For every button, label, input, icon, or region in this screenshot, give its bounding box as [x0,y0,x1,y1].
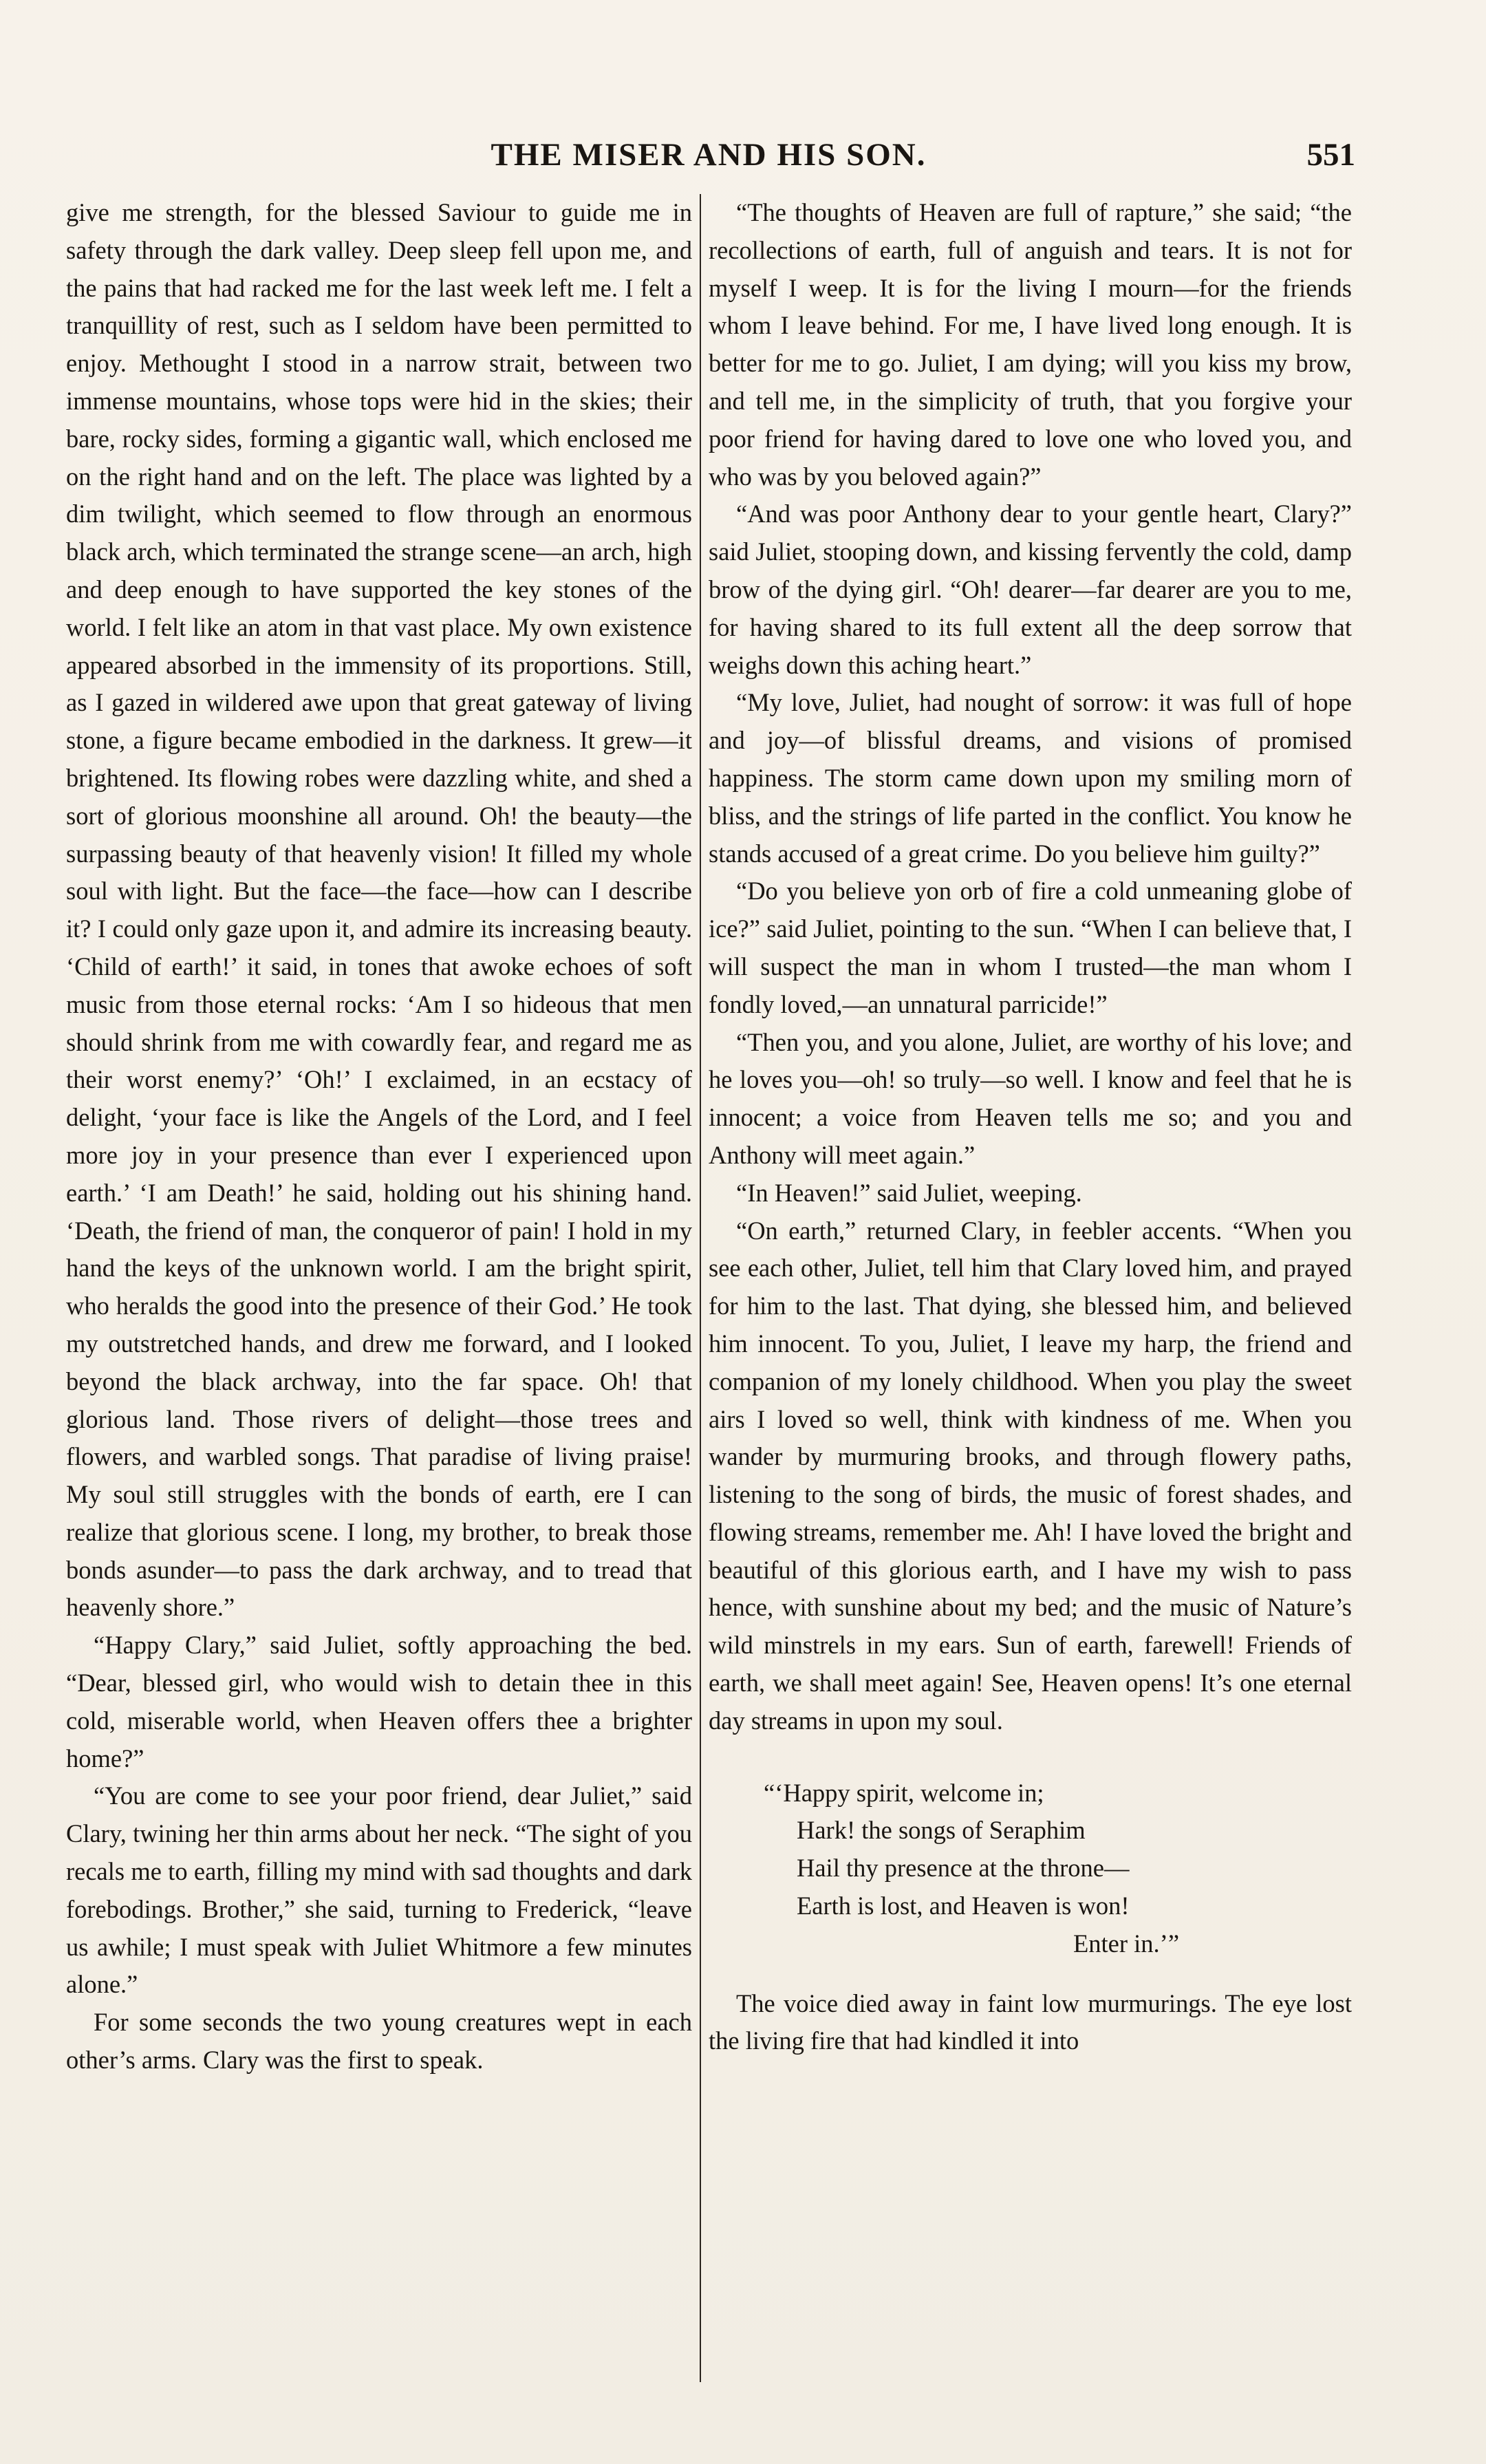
paragraph: “And was poor Anthony dear to your gentle heart, Clary?” said Juliet, stooping down, and kissing fervently the cold, damp brow of the dying girl. “Oh! dearer—far dearer are you to me, for having shared to its full extent all the deep sorrow that weighs down this aching heart.” [709,500,1352,679]
running-title: THE MISER AND HIS SON. [491,137,927,173]
paragraph: For some seconds the two young creatures wept in each other’s arms. Clary was the first to speak. [66,2008,692,2075]
page-header [62,131,1355,186]
paragraph: give me strength, for the blessed Saviour to guide me in safety through the dark valley. Deep sleep fell upon me, and the pains that had racked me for the last week left me. I felt a tranquillity of rest, such as I seldom have been permitted to enjoy. Methought I stood in a narrow strait, between two immense mountains, whose tops were hid in the skies; their bare, rocky sides, forming a gigantic wall, which enclosed me on the right hand and on the left. The place was lighted by a dim twilight, which seemed to flow through an enormous black arch, which terminated the strange scene—an arch, high and deep enough to have supported the key stones of the world. I felt like an atom in that vast place. My own existence appeared absorbed in the immensity of its proportions. Still, as I gazed in wildered awe upon that great gateway of living stone, a figure became embodied in the darkness. It grew—it brightened. Its flowing robes were dazzling white, and shed a sort of glorious moonshine all around. Oh! the beauty—the surpassing beauty of that heavenly vision! It filled my whole soul with light. But the face—the face—how can I describe it? I could only gaze upon it, and admire its increasing beauty. ‘Child of earth!’ it said, in tones that awoke echoes of soft music from those eternal rocks: ‘Am I so hideous that men should shrink from me with cowardly fear, and regard me as their worst enemy?’ ‘Oh!’ I exclaimed, in an ecstacy of delight, ‘your face is like the Angels of the Lord, and I feel more joy in your presence than ever I experienced upon earth.’ ‘I am Death!’ he said, holding out his shining hand. ‘Death, the friend of man, the conqueror of pain! I hold in my hand the keys of the unknown world. I am the bright spirit, who heralds the good into the presence of their God.’ He took my outstretched hands, and drew me forward, and I looked beyond the black archway, into the far space. Oh! that glorious land. Those rivers of delight—those trees and flowers, and warbled songs. That paradise of living praise! My soul still struggles with the bonds of earth, ere I can realize that glorious scene. I long, my brother, to break those bonds asunder—to pass the dark archway, and to tread that heavenly shore.” [66,198,692,1622]
paragraph: “In Heaven!” said Juliet, weeping. [736,1178,1082,1207]
column-divider [700,194,701,2382]
right-column [709,194,1352,2382]
poem-line: “‘Happy spirit, welcome in; [764,1778,1044,1807]
paragraph: “Happy Clary,” said Juliet, softly approaching the bed. “Dear, blessed girl, who would wish to detain thee in this cold, miserable world, when Heaven offers thee a brighter home?” [66,1631,692,1772]
poem-line: Earth is lost, and Heaven is won! [797,1892,1130,1920]
paragraph: “Do you believe yon orb of fire a cold unmeaning globe of ice?” said Juliet, pointing to the sun. “When I can believe that, I will suspect the man in whom I trusted—the man whom I fondly loved,—an unnatural parricide!” [709,877,1352,1018]
paragraph: “Then you, and you alone, Juliet, are worthy of his love; and he loves you—oh! so truly—so well. I know and feel that he is innocent; a voice from Heaven tells me so; and you and Anthony will meet again.” [709,1027,1352,1169]
page-number: 551 [1306,137,1355,173]
paragraph: The voice died away in faint low murmurings. The eye lost the living fire that had kindled it into [709,1989,1352,2055]
paragraph: “You are come to see your poor friend, dear Juliet,” said Clary, twining her thin arms about her neck. “The sight of you recals me to earth, filling my mind with sad thoughts and dark forebodings. Brother,” she said, turning to Frederick, “leave us awhile; I must speak with Juliet Whitmore a few minutes alone.” [66,1781,692,1999]
left-column [66,194,692,2382]
paragraph: “My love, Juliet, had nought of sorrow: it was full of hope and joy—of blissful dreams, and visions of promised happiness. The storm came down upon my smiling morn of bliss, and the strings of life parted in the conflict. You know he stands accused of a great crime. Do you believe him guilty?” [709,688,1352,868]
poem-line: Enter in.’” [1073,1929,1180,1958]
paragraph: “The thoughts of Heaven are full of rapture,” she said; “the recollections of earth, full of anguish and tears. It is not for myself I weep. It is for the living I mourn—for the friends whom I leave behind. For me, I have lived long enough. It is better for me to go. Juliet, I am dying; will you kiss my brow, and tell me, in the simplicity of truth, that you forgive your poor friend for having dared to love one who loved you, and who was by you beloved again?” [709,198,1352,491]
poem-line: Hark! the songs of Seraphim [797,1816,1086,1845]
poem-stanza [764,1775,1352,1963]
poem-line: Hail thy presence at the throne— [797,1854,1130,1883]
paragraph: “On earth,” returned Clary, in feebler accents. “When you see each other, Juliet, tell him that Clary loved him, and prayed for him to the last. That dying, she blessed him, and believed him innocent. To you, Juliet, I leave my harp, the friend and companion of my lonely childhood. When you play the sweet airs I loved so well, think with kindness of me. When you wander by murmuring brooks, and through flowery paths, listening to the song of birds, the music of forest shades, and flowing streams, remember me. Ah! I have loved the bright and beautiful of this glorious earth, and I have my wish to pass hence, with sunshine about my bed; and the music of Nature’s wild minstrels in my ears. Sun of earth, farewell! Friends of earth, we shall meet again! See, Heaven opens! It’s one eternal day streams in upon my soul. [709,1216,1352,1735]
